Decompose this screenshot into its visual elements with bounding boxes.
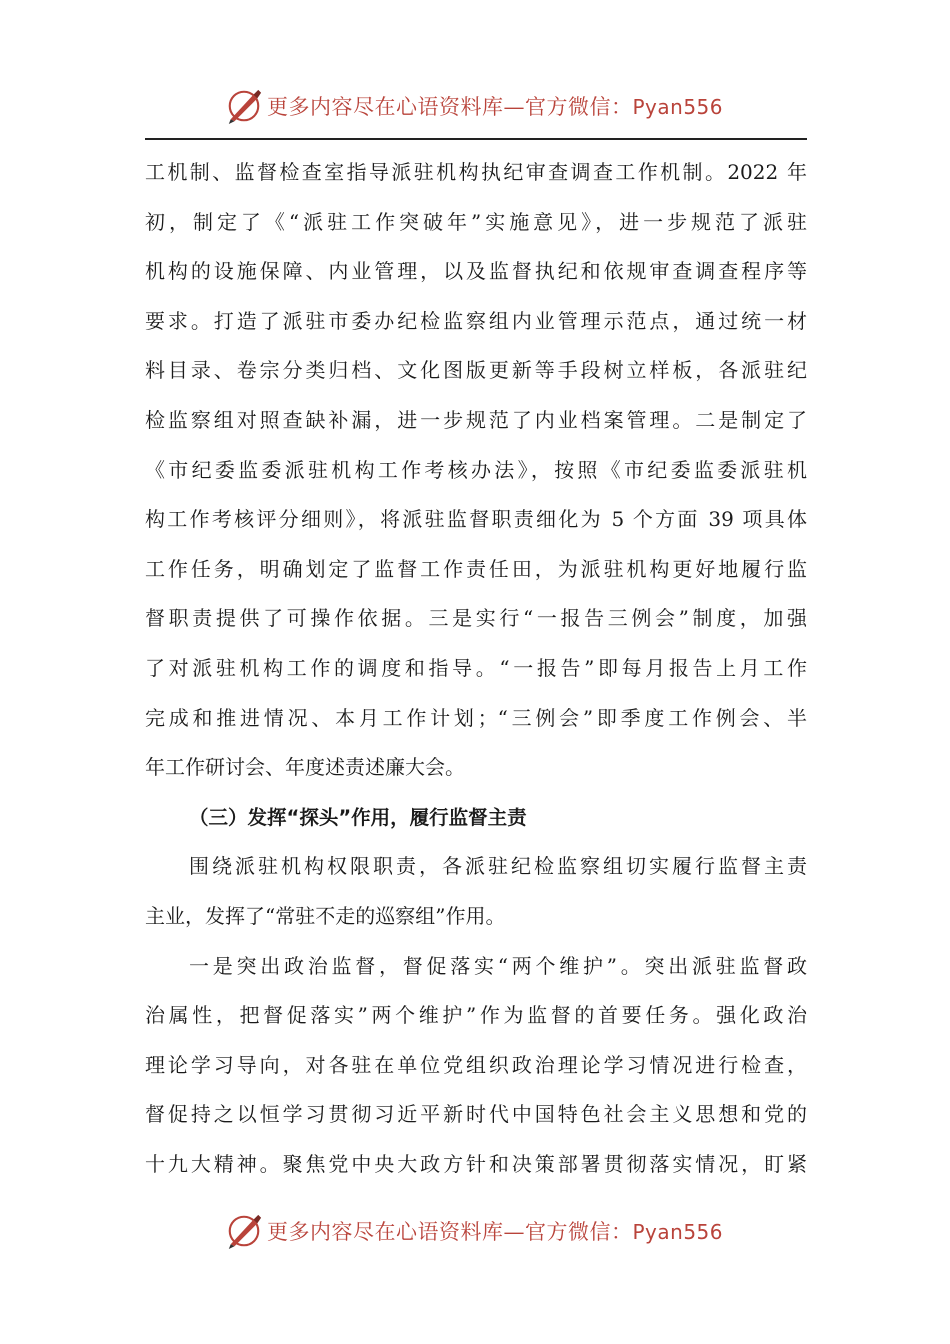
body-line: 要求。打造了派驻市委办纪检监察组内业管理示范点，通过统一材 <box>145 308 807 333</box>
body-line: 工机制、监督检查室指导派驻机构执纪审查调查工作机制。2022 年 <box>145 160 807 184</box>
footer-banner-content <box>225 1211 723 1251</box>
footer-banner-official: 官方微信： <box>525 1220 633 1244</box>
section-heading: （三）发挥“探头”作用，履行监督主责 <box>189 805 527 829</box>
header-banner-official: 官方微信： <box>525 95 633 119</box>
body-line: 初，制定了《“派驻工作突破年”实施意见》，进一步规范了派驻 <box>145 209 807 234</box>
header-divider <box>145 138 807 140</box>
body-line: 工作任务，明确划定了监督工作责任田，为派驻机构更好地履行监 <box>145 556 807 581</box>
footer-banner-main: 更多内容尽在心语资料库 <box>267 1220 504 1244</box>
body-line: 料目录、卷宗分类归档、文化图版更新等手段树立样板，各派驻纪 <box>145 358 807 383</box>
footer-banner-dash: — <box>503 1220 525 1244</box>
body-line: 构工作考核评分细则》，将派驻监督职责细化为 5 个方面 39 项具体 <box>145 507 807 532</box>
header-banner-id: Pyan556 <box>632 95 724 119</box>
paragraph-line: 十九大精神。聚焦党中央大政方针和决策部署贯彻落实情况，盯紧 <box>145 1151 807 1176</box>
footer-banner-text <box>267 1216 723 1246</box>
pen-circle-logo-icon <box>225 87 263 125</box>
header-banner <box>0 80 950 130</box>
body-line: 检监察组对照查缺补漏，进一步规范了内业档案管理。二是制定了 <box>145 407 807 432</box>
footer-banner-id: Pyan556 <box>632 1220 724 1244</box>
paragraph-line: 主业，发挥了“常驻不走的巡察组”作用。 <box>145 903 506 928</box>
header-banner-main: 更多内容尽在心语资料库 <box>267 95 504 119</box>
header-banner-dash: — <box>503 95 525 119</box>
footer-banner <box>0 1205 950 1255</box>
body-line: 了对派驻机构工作的调度和指导。“一报告”即每月报告上月工作 <box>145 655 807 680</box>
body-line: 《市纪委监委派驻机构工作考核办法》，按照《市纪委监委派驻机 <box>145 457 807 482</box>
body-line: 机构的设施保障、内业管理，以及监督执纪和依规审查调查程序等 <box>145 259 807 284</box>
body-line: 督职责提供了可操作依据。三是实行“一报告三例会”制度，加强 <box>145 606 807 631</box>
header-banner-text <box>267 91 723 121</box>
body-line: 年工作研讨会、年度述责述廉大会。 <box>145 755 465 780</box>
pen-circle-logo-icon <box>225 1212 263 1250</box>
paragraph-line: 理论学习导向，对各驻在单位党组织政治理论学习情况进行检查， <box>145 1052 807 1077</box>
paragraph-line: 督促持之以恒学习贯彻习近平新时代中国特色社会主义思想和党的 <box>145 1102 807 1127</box>
paragraph-line: 围绕派驻机构权限职责，各派驻纪检监察组切实履行监督主责 <box>189 854 807 879</box>
paragraph-line: 治属性，把督促落实”两个维护”作为监督的首要任务。强化政治 <box>145 1003 807 1028</box>
header-banner-content <box>225 86 723 126</box>
body-line: 完成和推进情况、本月工作计划；“三例会”即季度工作例会、半 <box>145 705 807 730</box>
document-body <box>145 148 807 1189</box>
paragraph-line: 一是突出政治监督，督促落实“两个维护”。突出派驻监督政 <box>189 953 807 978</box>
